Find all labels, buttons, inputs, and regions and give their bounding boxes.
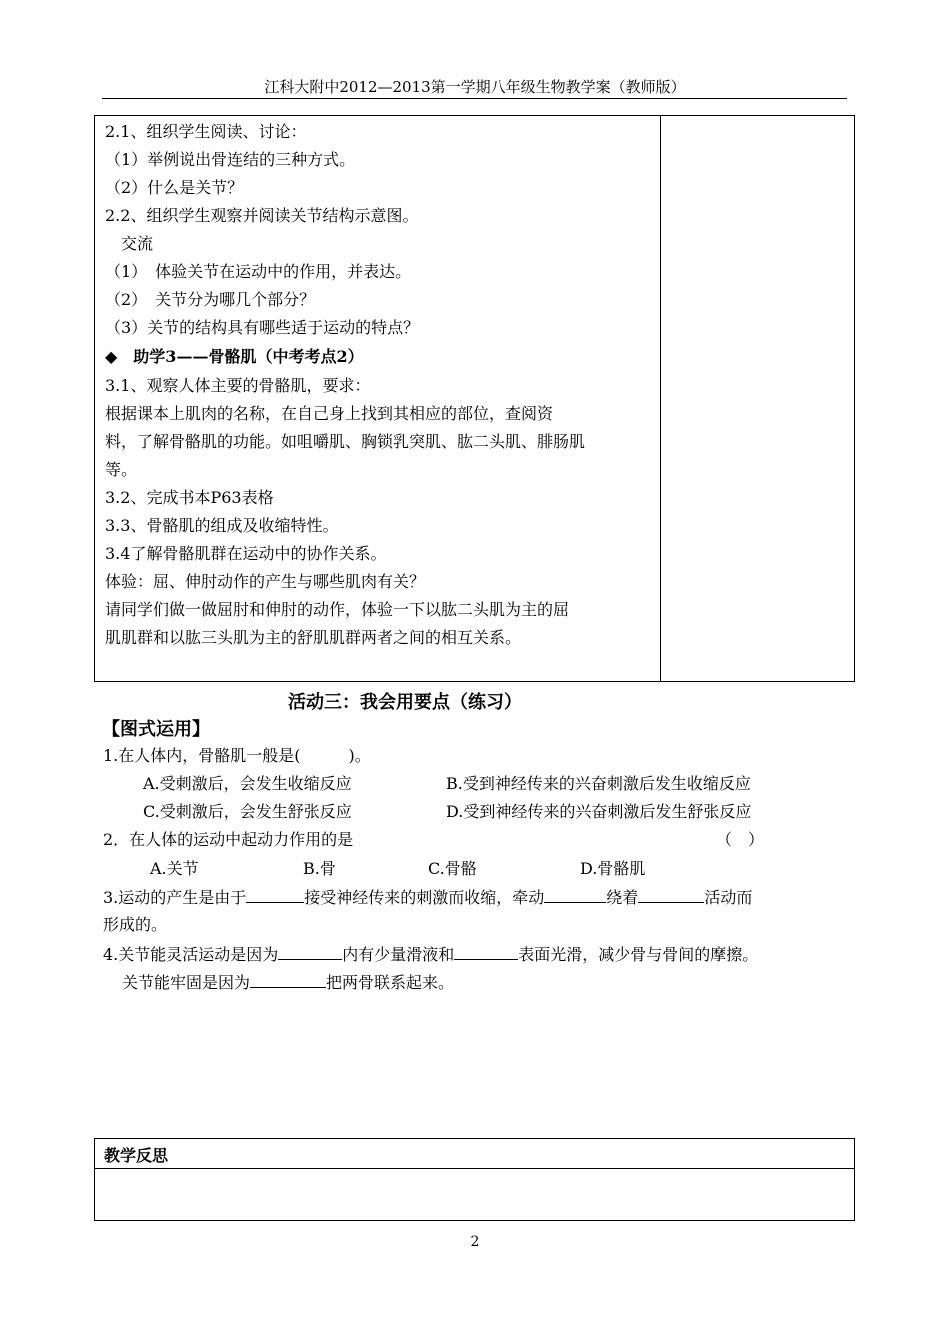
question-4-part-3: 表面光滑，减少骨与骨间的摩擦。: [518, 945, 759, 964]
question-1-option-a: A.受刺激后，会发生收缩反应: [143, 774, 352, 793]
column-divider: [660, 116, 661, 681]
question-3-part-2: 接受神经传来的刺激而收缩，牵动: [304, 888, 545, 907]
question-2-option-c: C.骨骼: [428, 859, 477, 878]
line-3-3: 3.3、骨骼肌的组成及收缩特性。: [105, 516, 339, 535]
question-1-option-d: D.受到神经传来的兴奋刺激后发生舒张反应: [446, 802, 752, 821]
reflection-label: 教学反思: [104, 1146, 169, 1165]
reflection-table: [94, 1138, 855, 1221]
line-q1: （1）举例说出骨连结的三种方式。: [105, 150, 356, 169]
header-rule: [102, 98, 847, 99]
question-3-part-3: 绕着: [606, 888, 639, 907]
question-3-part-4: 活动而: [704, 888, 753, 907]
question-4-part-4: 关节能牢固是因为: [122, 973, 251, 992]
line-3-1: 3.1、观察人体主要的骨骼肌，要求：: [105, 376, 371, 395]
question-4-line-1: [103, 943, 758, 966]
line-3-4: 3.4了解骨骼肌群在运动中的协作关系。: [105, 544, 387, 563]
line-experience-b: 肌肌群和以肱三头肌为主的舒肌肌群两者之间的相互关系。: [105, 628, 522, 647]
line-3-1-c: 等。: [105, 460, 138, 479]
activity-subtitle: 【图式运用】: [102, 719, 210, 740]
line-experience: 体验：屈、伸肘动作的产生与哪些肌肉有关？: [105, 572, 426, 591]
question-4-blank-3[interactable]: [250, 971, 326, 988]
page-header: 江科大附中2012—2013第一学期八年级生物教学案（教师版）: [264, 78, 686, 96]
line-e1: （1） 体验关节在运动中的作用，并表达。: [105, 262, 412, 281]
lesson-table: [94, 115, 855, 682]
question-3-part-1: 3.运动的产生是由于: [103, 888, 247, 907]
line-q2: （2）什么是关节？: [105, 178, 244, 197]
line-3-1-b: 料，了解骨骼肌的功能。如咀嚼肌、胸锁乳突肌、肱二头肌、腓肠肌: [105, 432, 586, 451]
question-4-part-2: 内有少量滑液和: [342, 945, 455, 964]
question-3-blank-1[interactable]: [246, 886, 304, 903]
line-experience-a: 请同学们做一做屈肘和伸肘的动作，体验一下以肱二头肌为主的屈: [105, 600, 570, 619]
question-1-option-b: B.受到神经传来的兴奋刺激后发生收缩反应: [446, 774, 751, 793]
question-2-option-a: A.关节: [150, 859, 199, 878]
question-1-option-c: C.受刺激后，会发生舒张反应: [143, 802, 352, 821]
question-4-blank-2[interactable]: [454, 943, 518, 960]
line-3-1-a: 根据课本上肌肉的名称，在自己身上找到其相应的部位，查阅资: [105, 404, 554, 423]
question-3-blank-3[interactable]: [638, 886, 704, 903]
line-exchange: 交流: [105, 234, 154, 253]
question-1-stem: 1.在人体内，骨骼肌一般是( )。: [103, 746, 371, 765]
question-4-line-2: [122, 971, 454, 994]
reflection-row-divider: [95, 1168, 854, 1169]
line-e3: （3）关节的结构具有哪些适于运动的特点？: [105, 318, 420, 337]
question-4-part-1: 4.关节能灵活运动是因为: [103, 945, 279, 964]
question-2-answer-paren: （ ）: [716, 830, 765, 849]
question-4-part-5: 把两骨联系起来。: [326, 973, 455, 992]
page-number: 2: [470, 1234, 480, 1250]
question-3-blank-2[interactable]: [544, 886, 606, 903]
line-2-1: 2.1、组织学生阅读、讨论：: [105, 122, 307, 141]
line-2-2: 2.2、组织学生观察并阅读关节结构示意图。: [105, 206, 419, 225]
question-2-option-d: D.骨骼肌: [580, 859, 646, 878]
line-3-2: 3.2、完成书本P63表格: [105, 488, 274, 507]
question-2-stem: 2．在人体的运动中起动力作用的是: [103, 830, 354, 849]
section-heading-3: ◆ 助学3——骨骼肌（中考考点2）: [105, 347, 364, 366]
question-4-blank-1[interactable]: [278, 943, 342, 960]
question-3-line-1: [103, 886, 752, 909]
question-2-option-b: B.骨: [303, 859, 336, 878]
activity-title: 活动三：我会用要点（练习）: [288, 692, 522, 713]
question-3-line-2: 形成的。: [103, 915, 168, 934]
line-e2: （2） 关节分为哪几个部分？: [105, 290, 316, 309]
